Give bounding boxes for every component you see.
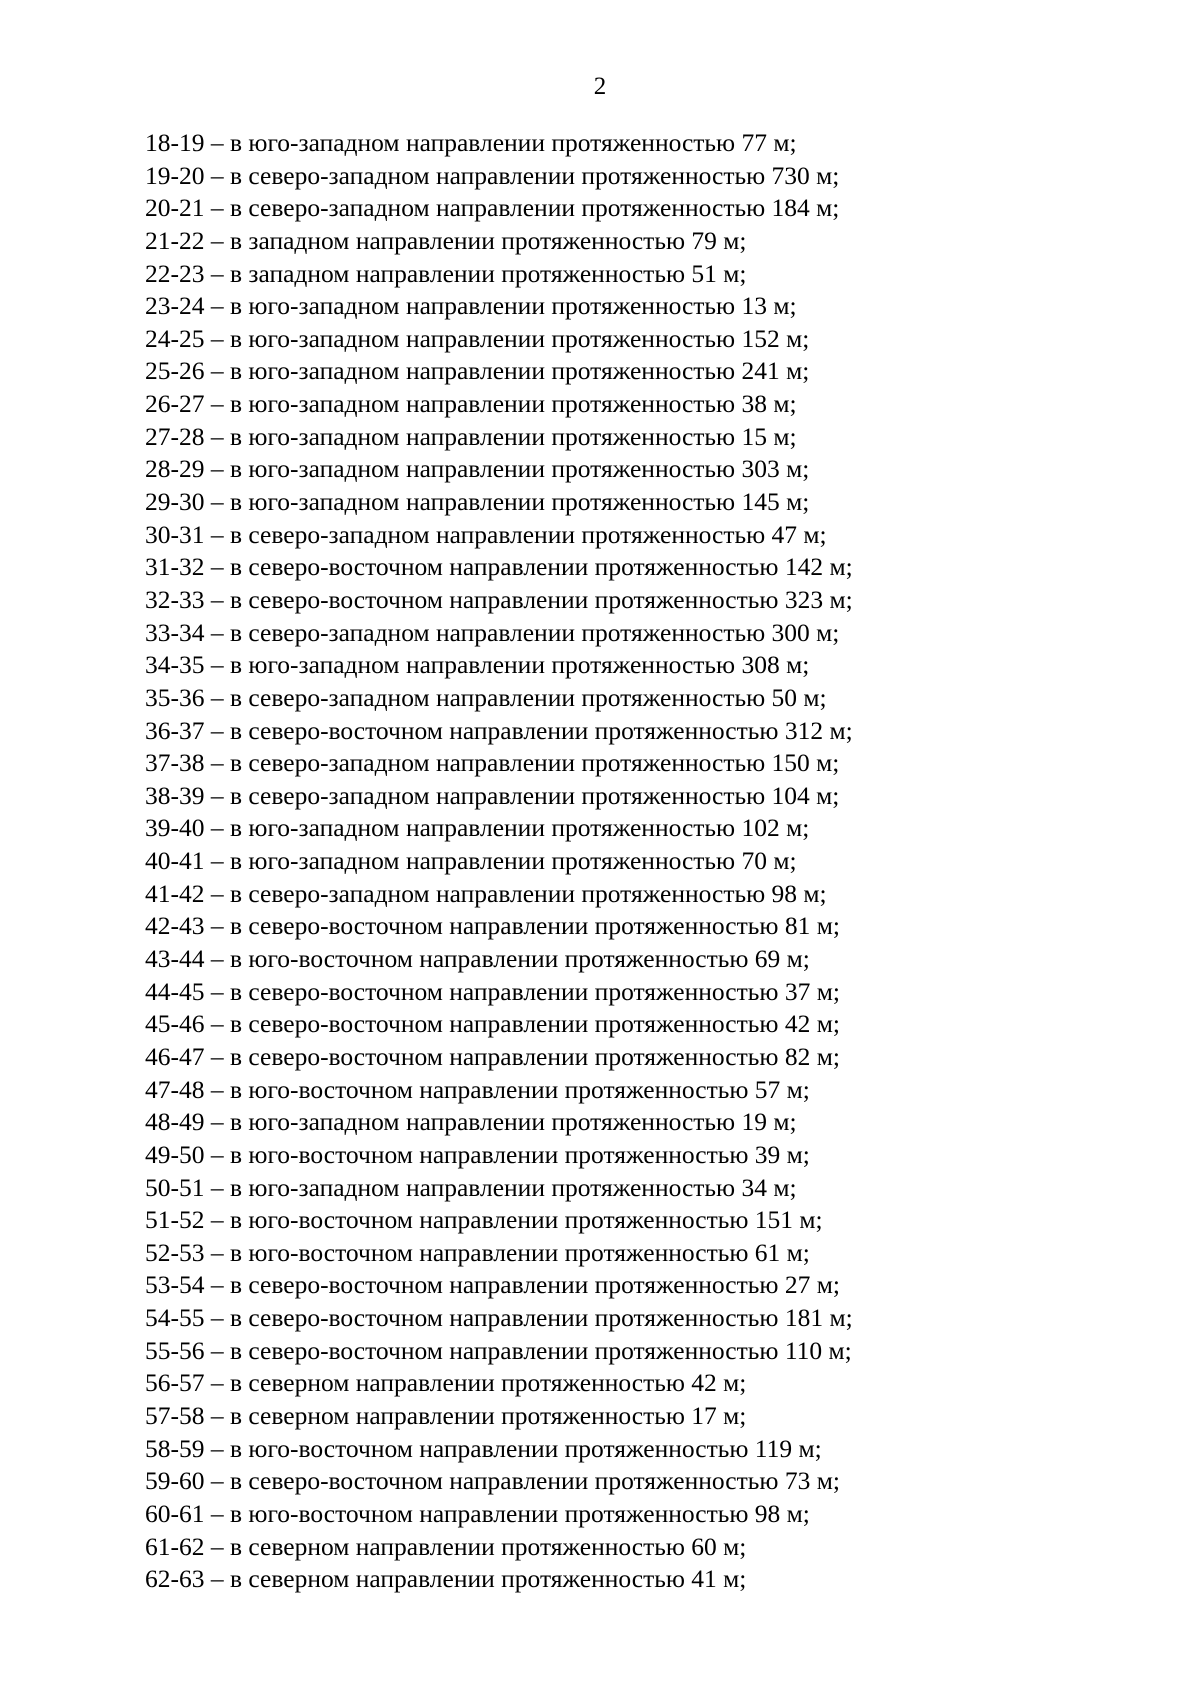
boundary-segment-line: 46-47 – в северо-восточном направлении протяженностью 82 м; (145, 1041, 840, 1071)
boundary-segment-line: 55-56 – в северо-восточном направлении протяженностью 110 м; (145, 1335, 852, 1365)
boundary-segment-line: 54-55 – в северо-восточном направлении протяженностью 181 м; (145, 1303, 853, 1333)
boundary-segment-line: 52-53 – в юго-восточном направлении протяженностью 61 м; (145, 1237, 810, 1267)
boundary-segment-line: 53-54 – в северо-восточном направлении протяженностью 27 м; (145, 1270, 840, 1300)
boundary-segment-line: 48-49 – в юго-западном направлении протяженностью 19 м; (145, 1107, 797, 1137)
boundary-segment-line: 61-62 – в северном направлении протяженностью 60 м; (145, 1531, 747, 1561)
boundary-segment-line: 24-25 – в юго-западном направлении протяженностью 152 м; (145, 323, 810, 353)
boundary-segment-line: 27-28 – в юго-западном направлении протяженностью 15 м; (145, 421, 797, 451)
boundary-segment-line: 35-36 – в северо-западном направлении протяженностью 50 м; (145, 682, 827, 712)
boundary-segment-line: 40-41 – в юго-западном направлении протяженностью 70 м; (145, 846, 797, 876)
boundary-segment-line: 32-33 – в северо-восточном направлении протяженностью 323 м; (145, 584, 853, 614)
boundary-segment-line: 42-43 – в северо-восточном направлении протяженностью 81 м; (145, 911, 840, 941)
boundary-segment-line: 56-57 – в северном направлении протяженностью 42 м; (145, 1368, 747, 1398)
boundary-segment-line: 41-42 – в северо-западном направлении протяженностью 98 м; (145, 878, 827, 908)
boundary-segment-line: 25-26 – в юго-западном направлении протяженностью 241 м; (145, 356, 810, 386)
boundary-segment-line: 58-59 – в юго-восточном направлении протяженностью 119 м; (145, 1433, 822, 1463)
boundary-segment-line: 34-35 – в юго-западном направлении протяженностью 308 м; (145, 650, 810, 680)
boundary-segment-line: 18-19 – в юго-западном направлении протяженностью 77 м; (145, 128, 797, 157)
boundary-segment-line: 37-38 – в северо-западном направлении протяженностью 150 м; (145, 748, 840, 778)
boundary-segment-line: 36-37 – в северо-восточном направлении протяженностью 312 м; (145, 715, 853, 745)
boundary-segment-line: 51-52 – в юго-восточном направлении протяженностью 151 м; (145, 1205, 823, 1235)
boundary-segment-line: 31-32 – в северо-восточном направлении протяженностью 142 м; (145, 552, 853, 582)
boundary-segment-line: 28-29 – в юго-западном направлении протяженностью 303 м; (145, 454, 810, 484)
boundary-segment-line: 20-21 – в северо-западном направлении протяженностью 184 м; (145, 193, 840, 223)
boundary-segment-line: 44-45 – в северо-восточном направлении протяженностью 37 м; (145, 976, 840, 1006)
boundary-segment-line: 23-24 – в юго-западном направлении протяженностью 13 м; (145, 291, 797, 321)
boundary-segment-line: 49-50 – в юго-восточном направлении протяженностью 39 м; (145, 1139, 810, 1169)
boundary-segment-list (145, 127, 853, 1596)
boundary-segment-line: 60-61 – в юго-восточном направлении протяженностью 98 м; (145, 1498, 810, 1528)
boundary-segment-line: 39-40 – в юго-западном направлении протяженностью 102 м; (145, 813, 810, 843)
boundary-segment-line: 26-27 – в юго-западном направлении протяженностью 38 м; (145, 389, 797, 419)
boundary-segment-line: 62-63 – в северном направлении протяженностью 41 м; (145, 1564, 747, 1594)
boundary-segment-line: 29-30 – в юго-западном направлении протяженностью 145 м; (145, 487, 810, 517)
boundary-segment-line: 57-58 – в северном направлении протяженностью 17 м; (145, 1400, 747, 1430)
boundary-segment-line: 19-20 – в северо-западном направлении протяженностью 730 м; (145, 160, 840, 190)
page-number: 2 (593, 73, 607, 100)
boundary-segment-line: 43-44 – в юго-восточном направлении протяженностью 69 м; (145, 944, 810, 974)
boundary-segment-line: 38-39 – в северо-западном направлении протяженностью 104 м; (145, 780, 840, 810)
boundary-segment-line: 22-23 – в западном направлении протяженностью 51 м; (145, 258, 747, 288)
boundary-segment-line: 21-22 – в западном направлении протяженностью 79 м; (145, 225, 747, 255)
boundary-segment-line: 59-60 – в северо-восточном направлении протяженностью 73 м; (145, 1466, 840, 1496)
boundary-segment-line: 50-51 – в юго-западном направлении протяженностью 34 м; (145, 1172, 797, 1202)
boundary-segment-line: 47-48 – в юго-восточном направлении протяженностью 57 м; (145, 1074, 810, 1104)
boundary-segment-line: 33-34 – в северо-западном направлении протяженностью 300 м; (145, 617, 840, 647)
boundary-segment-line: 45-46 – в северо-восточном направлении протяженностью 42 м; (145, 1009, 840, 1039)
boundary-segment-line: 30-31 – в северо-западном направлении протяженностью 47 м; (145, 519, 827, 549)
